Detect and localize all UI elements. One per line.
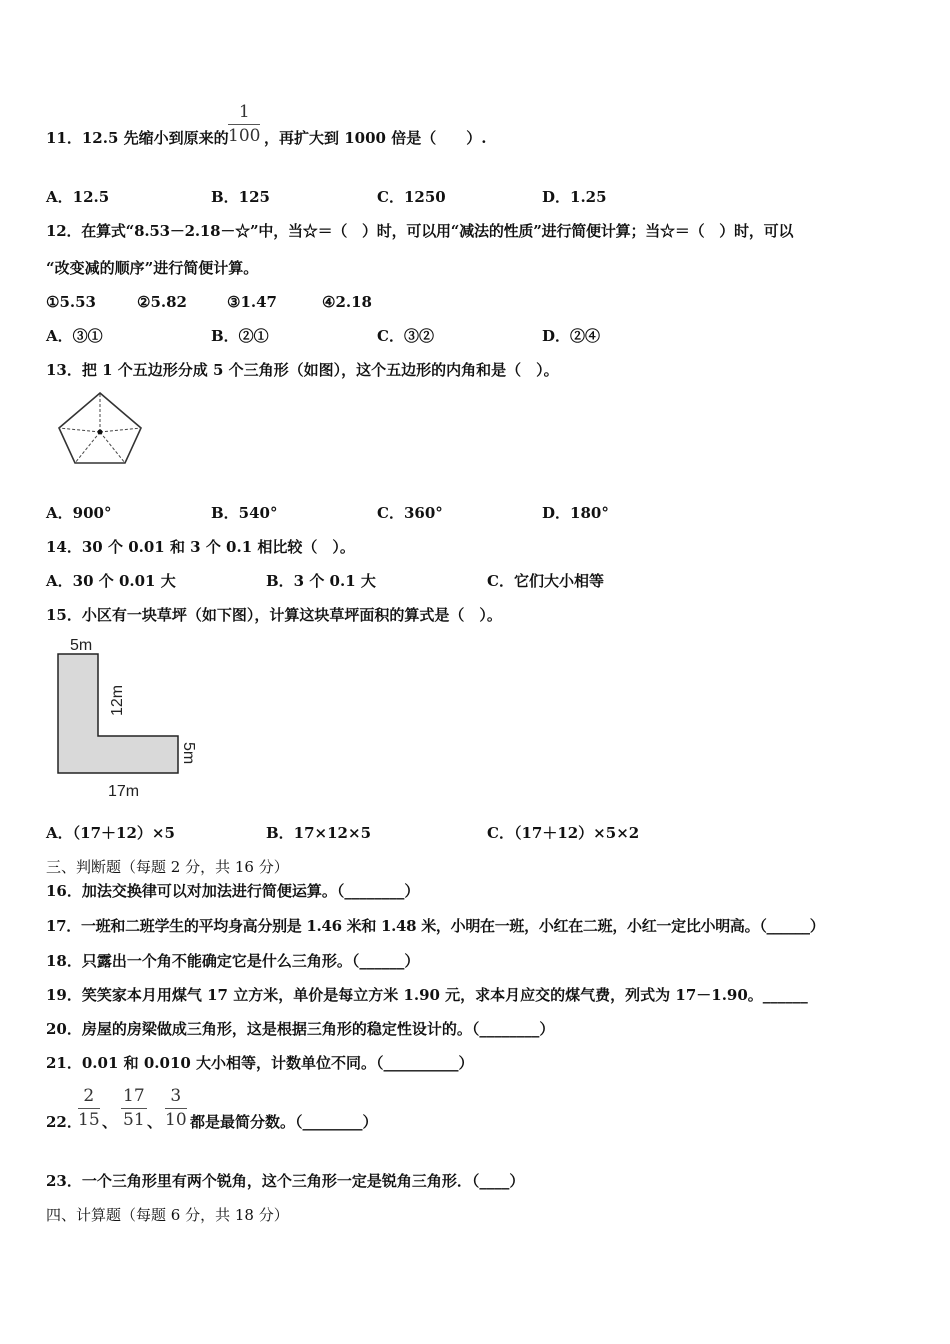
q14-option-c: C．它们大小相等 bbox=[487, 572, 604, 590]
q22-frac1-den: 15 bbox=[78, 1110, 100, 1130]
q11-fraction bbox=[228, 102, 260, 146]
q11-option-d: D．1.25 bbox=[542, 188, 607, 206]
q12-choice-4: ④2.18 bbox=[322, 293, 372, 311]
q22-separator-2: 、 bbox=[147, 1113, 163, 1131]
q22-frac1-num: 2 bbox=[78, 1086, 100, 1109]
q12-option-a: A．③① bbox=[46, 327, 103, 345]
q22-separator-1: 、 bbox=[102, 1113, 118, 1131]
pentagon-dividers bbox=[59, 393, 141, 463]
q12-question-line1: 12．在算式“8.53－2.18－☆”中，当☆＝（ ）时，可以用“减法的性质”进行简便计算；当☆＝（ ）时，可以 bbox=[46, 222, 794, 240]
lawn-l-shape-figure bbox=[50, 634, 210, 802]
q16-statement: 16．加法交换律可以对加法进行简便运算。（________） bbox=[46, 882, 420, 900]
q15-question: 15．小区有一块草坪（如下图），计算这块草坪面积的算式是（ ）。 bbox=[46, 606, 502, 624]
q15-option-c: C．（17＋12）×5×2 bbox=[487, 824, 640, 842]
pentagon-outline bbox=[59, 393, 141, 463]
q12-choice-1: ①5.53 bbox=[46, 293, 96, 311]
label-vertical-height: 12m bbox=[109, 684, 126, 716]
q17-statement: 17．一班和二班学生的平均身高分别是 1.46 米和 1.48 米，小明在一班，小红在二班，小红一定比小明高。（______） bbox=[46, 917, 825, 935]
q20-statement: 20．房屋的房梁做成三角形，这是根据三角形的稳定性设计的。（________） bbox=[46, 1020, 555, 1038]
q11-option-a: A．12.5 bbox=[46, 188, 110, 206]
q22-suffix: 都是最简分数。（________） bbox=[190, 1113, 378, 1131]
q22-fraction-2 bbox=[121, 1086, 147, 1130]
q15-option-a: A．（17＋12）×5 bbox=[46, 824, 175, 842]
q19-statement: 19．笑笑家本月用煤气 17 立方米，单价是每立方米 1.90 元，求本月应交的煤气费，列式为 17－1.90。______ bbox=[46, 986, 808, 1004]
q22-frac3-num: 3 bbox=[165, 1086, 187, 1109]
label-right-height: 5m bbox=[180, 742, 197, 765]
q11-option-b: B．125 bbox=[211, 188, 270, 206]
pentagon-figure bbox=[54, 390, 146, 466]
q11-frac-denominator: 100 bbox=[228, 126, 261, 146]
q21-statement: 21．0.01 和 0.010 大小相等，计数单位不同。（__________） bbox=[46, 1054, 474, 1072]
section-4-heading: 四、计算题（每题 6 分，共 18 分） bbox=[46, 1206, 289, 1224]
q22-frac2-num: 17 bbox=[121, 1086, 147, 1109]
section-3-heading: 三、判断题（每题 2 分，共 16 分） bbox=[46, 858, 289, 876]
q15-option-b: B．17×12×5 bbox=[266, 824, 372, 842]
q12-question-line2: “改变减的顺序”进行简便计算。 bbox=[46, 259, 259, 277]
q22-fraction-1 bbox=[78, 1086, 100, 1130]
q12-option-d: D．②④ bbox=[542, 327, 601, 345]
label-bottom-width: 17m bbox=[108, 783, 140, 800]
label-top-width: 5m bbox=[70, 637, 93, 654]
q11-option-c: C．1250 bbox=[377, 188, 446, 206]
q12-option-b: B．②① bbox=[211, 327, 269, 345]
q13-option-c: C．360° bbox=[377, 504, 443, 522]
q11-suffix: ，再扩大到 1000 倍是（ ）. bbox=[264, 129, 487, 147]
q12-choice-3: ③1.47 bbox=[227, 293, 277, 311]
q12-choice-2: ②5.82 bbox=[137, 293, 187, 311]
q22-prefix: 22． bbox=[46, 1113, 82, 1131]
q14-option-a: A．30 个 0.01 大 bbox=[46, 572, 176, 590]
q22-fraction-3 bbox=[165, 1086, 187, 1130]
q22-frac3-den: 10 bbox=[165, 1110, 187, 1130]
q14-option-b: B．3 个 0.1 大 bbox=[266, 572, 376, 590]
q11-frac-numerator: 1 bbox=[228, 102, 260, 125]
q13-option-b: B．540° bbox=[211, 504, 278, 522]
q11-question bbox=[46, 128, 229, 148]
q12-option-c: C．③② bbox=[377, 327, 434, 345]
q13-question: 13．把 1 个五边形分成 5 个三角形（如图），这个五边形的内角和是（ ）。 bbox=[46, 361, 559, 379]
q18-statement: 18．只露出一个角不能确定它是什么三角形。（______） bbox=[46, 952, 420, 970]
q22-frac2-den: 51 bbox=[123, 1110, 145, 1130]
q23-statement: 23．一个三角形里有两个锐角，这个三角形一定是锐角三角形．（____） bbox=[46, 1172, 525, 1190]
q13-option-d: D．180° bbox=[542, 504, 609, 522]
q13-option-a: A．900° bbox=[46, 504, 112, 522]
pentagon-center-point bbox=[98, 430, 103, 435]
q14-question: 14．30 个 0.01 和 3 个 0.1 相比较（ ）。 bbox=[46, 538, 355, 556]
q11-prefix: 11．12.5 先缩小到原来的 bbox=[46, 129, 229, 147]
